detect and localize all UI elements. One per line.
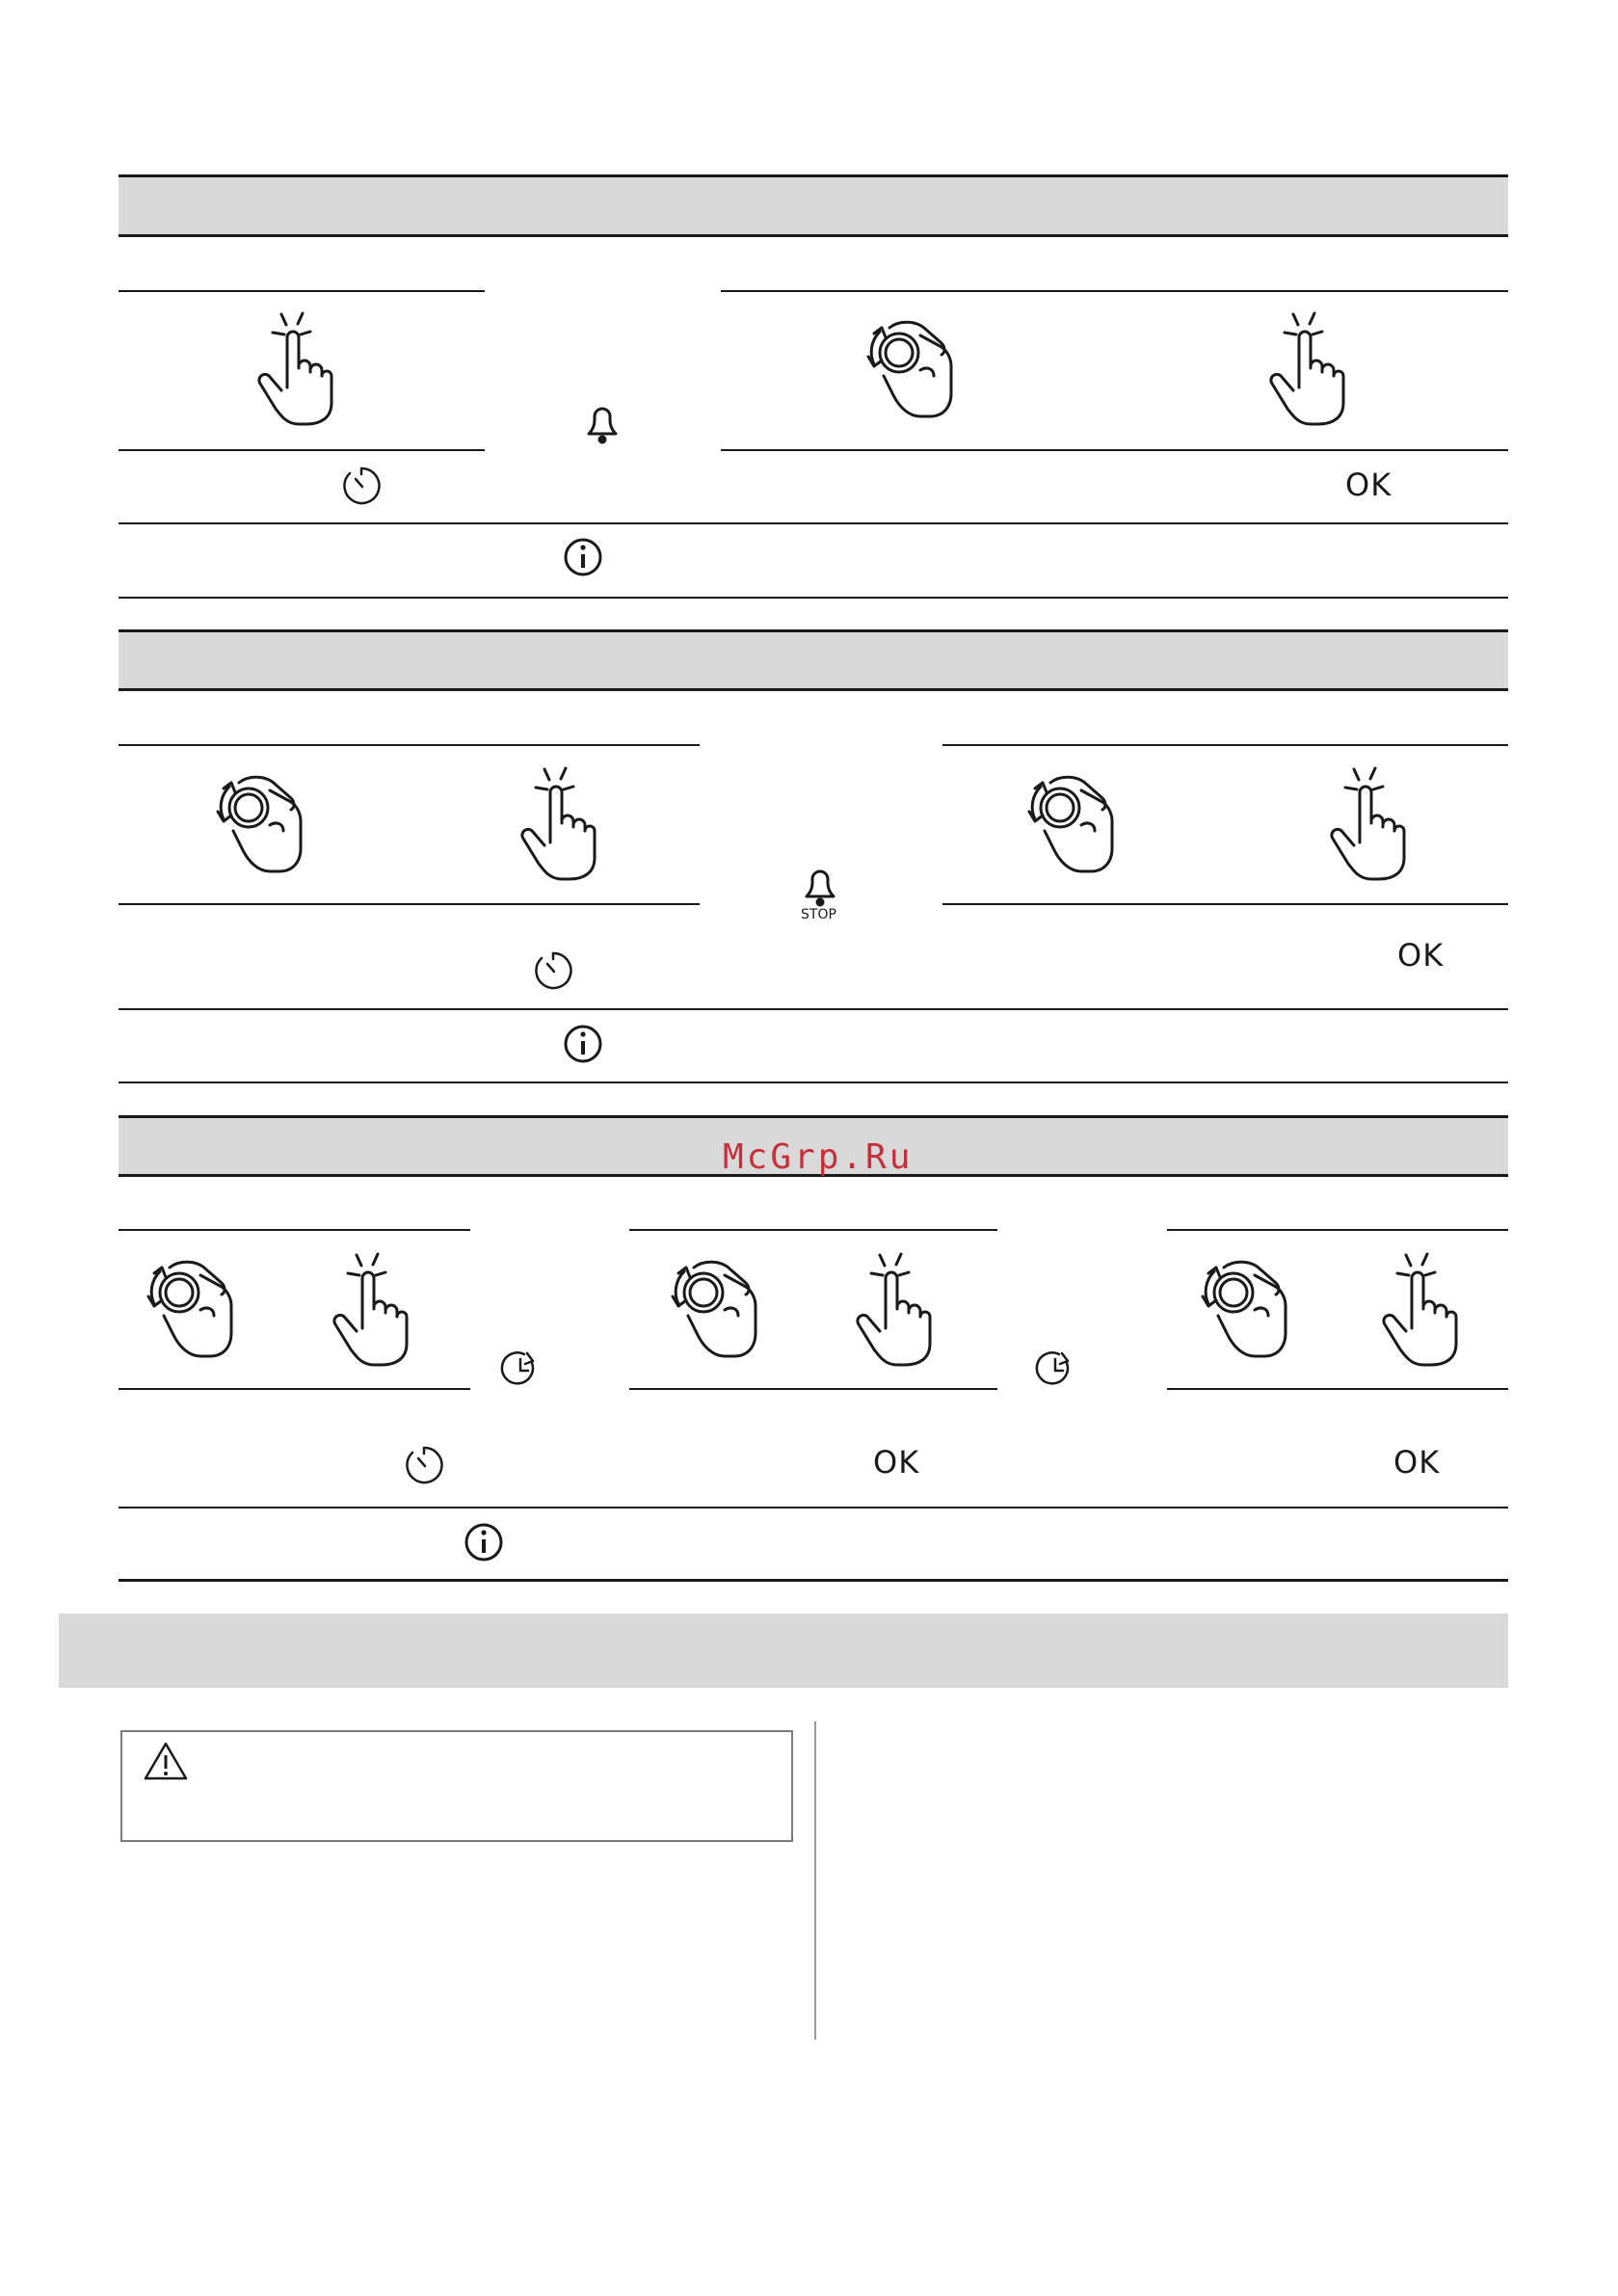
section3-note-bottom-rule [119, 1579, 1508, 1582]
section3-note-top-rule [119, 1507, 1508, 1508]
section1-note-bottom-rule [119, 597, 1508, 599]
knob-turn-icon [1021, 761, 1127, 881]
section3-step1-top-rule [119, 1229, 470, 1231]
section2-header-band [119, 629, 1508, 691]
section2-step2-bottom-rule [942, 903, 1508, 905]
finger-press-icon [1377, 1249, 1454, 1369]
column-divider [814, 1722, 816, 2040]
section3-step2-top-rule [629, 1229, 997, 1231]
section2-note-bottom-rule [119, 1081, 1508, 1083]
section1-step1-top-rule [119, 290, 485, 292]
chapter-header-band [59, 1614, 1508, 1688]
clock-arrow-icon [501, 1349, 542, 1390]
finger-press-icon [516, 763, 593, 883]
finger-press-icon [851, 1249, 928, 1369]
clock-arrow-icon [1036, 1349, 1076, 1390]
section1-step2-top-rule [721, 290, 1508, 292]
info-icon [564, 538, 602, 576]
section2-step1-top-rule [119, 744, 700, 746]
warning-box [120, 1730, 793, 1842]
knob-turn-icon [141, 1246, 247, 1366]
info-icon [464, 1523, 503, 1562]
knob-turn-icon [1195, 1246, 1301, 1366]
section1-note-top-rule [119, 522, 1508, 524]
section1-step1-bottom-rule [119, 449, 485, 451]
watermark: McGrp.Ru [723, 1137, 914, 1177]
section3-step3-top-rule [1167, 1229, 1508, 1231]
ok-label: OK [1345, 467, 1393, 503]
timer-icon [405, 1444, 445, 1484]
warning-icon [143, 1741, 189, 1781]
ok-label: OK [873, 1444, 920, 1481]
bell-icon [583, 403, 622, 445]
section1-header-band [119, 174, 1508, 237]
finger-press-icon [1264, 308, 1341, 428]
info-icon [564, 1025, 602, 1063]
section2-step2-top-rule [942, 744, 1508, 746]
section3-step3-bottom-rule [1167, 1388, 1508, 1390]
finger-press-icon [1325, 763, 1402, 883]
knob-turn-icon [861, 307, 967, 426]
section3-step2-bottom-rule [629, 1388, 997, 1390]
timer-icon [534, 949, 574, 990]
knob-turn-icon [210, 761, 316, 881]
section3-step1-bottom-rule [119, 1388, 470, 1390]
timer-icon [342, 465, 383, 505]
section1-step2-bottom-rule [721, 449, 1508, 451]
ok-label: OK [1397, 937, 1445, 974]
knob-turn-icon [665, 1246, 771, 1366]
section2-note-top-rule [119, 1008, 1508, 1010]
bell-stop-icon [801, 866, 839, 908]
finger-press-icon [252, 308, 330, 428]
finger-press-icon [328, 1249, 405, 1369]
ok-label: OK [1393, 1444, 1441, 1481]
stop-label: STOP [801, 907, 836, 922]
section2-step1-bottom-rule [119, 903, 700, 905]
